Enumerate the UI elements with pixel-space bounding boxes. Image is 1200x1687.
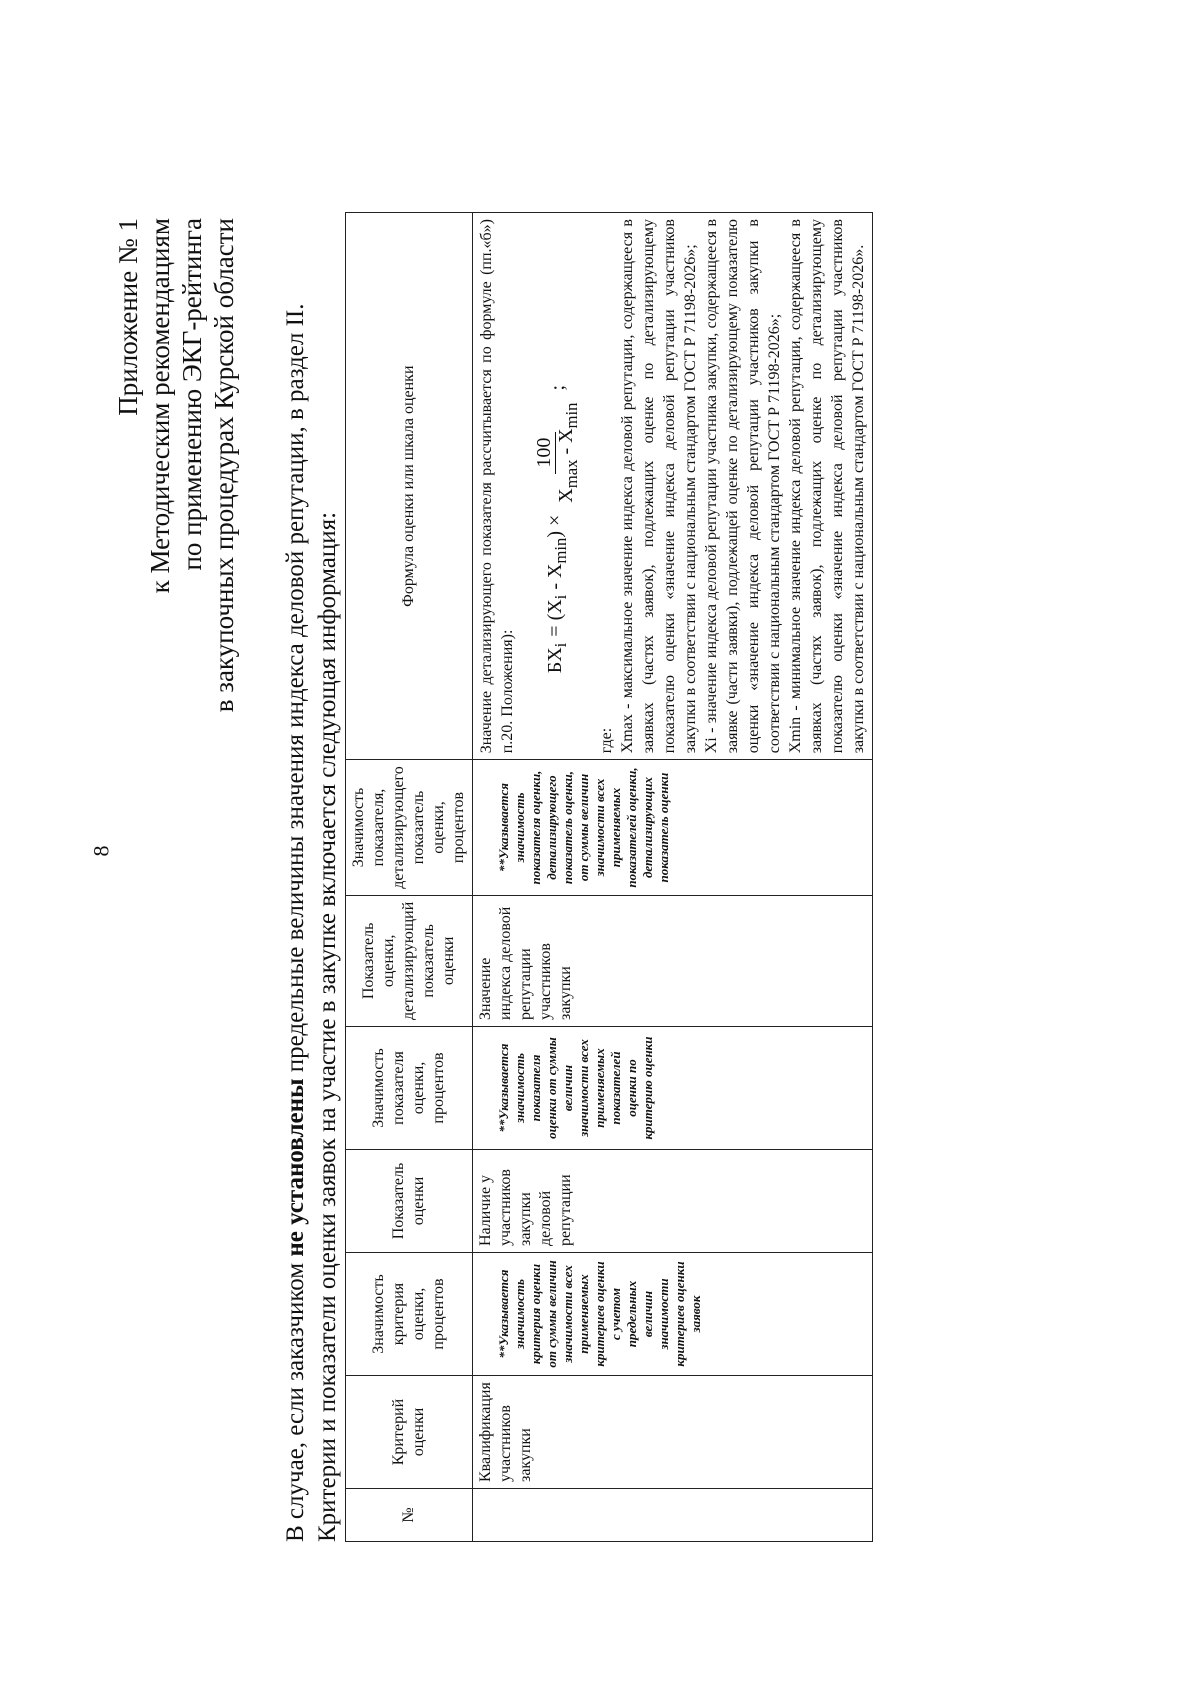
appendix-header xyxy=(112,218,240,712)
header-detail-weight: Значимость показателя, детализирующего показатель оценки, процентов xyxy=(346,760,473,895)
cell-number xyxy=(473,1489,873,1542)
legend-xi: Xi - значение индекса деловой репутации участника закупки, содержащееся в заявке (части заявки), подлежащей оценке по детализирующему показателю оценки «значение индекса деловой репутации участников закупки в соответствии с национальным стандартом ГОСТ Р 71198-2026»; xyxy=(703,219,783,754)
appendix-line-2: к Методическим рекомендациям xyxy=(145,218,175,594)
intro-bold: не установлены xyxy=(282,1078,309,1257)
appendix-title: Приложение № 1 xyxy=(113,218,143,416)
formula-denominator: $X_{max} - X_{min}$ xyxy=(555,402,581,503)
cell-criterion: Квалификация участников закупки xyxy=(473,1376,873,1489)
legend-xmin: Xmin - минимальное значение индекса деловой репутации, содержащееся в заявках (частях заявок), подлежащих оценке по детализирующему показателю оценки «значение индекса деловой репутации участников закупки в соответствии с национальным стандартом ГОСТ Р 71198-2026». xyxy=(787,219,867,754)
intro-part-2: предельные величины значения индекса деловой репутации, в раздел II. Критерии и показатели оценки заявок на участие в закупке включается следующая информация: xyxy=(282,303,341,1542)
header-formula: Формула оценки или шкала оценки xyxy=(346,213,473,760)
intro-part-1: В случае, если заказчиком xyxy=(282,1256,309,1542)
formula-end: ; xyxy=(546,384,569,391)
formula-body: = $(X_i - X_{min})$ × xyxy=(544,514,570,637)
legend-xmax: Xmax - максимальное значение индекса деловой репутации, содержащееся в заявках (частях заявок), подлежащих оценке по детализирующему показателю оценки «значение индекса деловой репутации участников закупки в соответствии с национальным стандартом ГОСТ Р 71198-2026»; xyxy=(619,219,699,754)
formula-fraction xyxy=(534,397,582,509)
indicator-weight-note: **Указывается значимость показателя оценки от суммы величин значимости всех применяемых показателей оценки по критерию оценки xyxy=(496,1036,655,1140)
appendix-line-4: в закупочных процедурах Курской области xyxy=(209,218,239,713)
criterion-weight-note: **Указывается значимость критерия оценки от суммы величин значимости всех применяемых критериев оценки с учетом предельных величин значимости критериев оценки заявок xyxy=(496,1260,703,1368)
table-header-row xyxy=(346,213,473,1542)
cell-indicator: Наличие у участников закупки деловой репутации xyxy=(473,1150,873,1253)
cell-criterion-weight xyxy=(473,1253,873,1376)
appendix-line-3: по применению ЭКГ-рейтинга xyxy=(177,218,207,571)
header-number: № xyxy=(346,1489,473,1542)
header-detail-indicator: Показатель оценки, детализирующий показатель оценки xyxy=(346,895,473,1026)
cell-formula xyxy=(473,213,873,760)
header-criterion: Критерий оценки xyxy=(346,1376,473,1489)
rotated-sheet xyxy=(0,100,1200,1687)
header-criterion-weight: Значимость критерия оценки, процентов xyxy=(346,1253,473,1376)
intro-paragraph xyxy=(280,222,344,1542)
criteria-table xyxy=(345,212,873,1542)
table-row xyxy=(473,213,873,1542)
header-indicator-weight: Значимость показателя оценки, процентов xyxy=(346,1027,473,1150)
cell-indicator-weight xyxy=(473,1027,873,1150)
formula-intro: Значение детализирующего показателя рассчитывается по формуле (пп.«б») п.20. Положения): xyxy=(478,219,516,754)
formula-lhs: $БX_i$ xyxy=(544,642,570,674)
header-indicator: Показатель оценки xyxy=(346,1150,473,1253)
formula-where: где: xyxy=(598,727,615,754)
detail-weight-note: **Указывается значимость показателя оценки, детализирующего показатель оценки, от суммы величин значимости всех применяемых показателей оценки, детализирующих показатель оценки xyxy=(496,767,671,888)
formula-expression xyxy=(534,219,582,673)
formula-numerator: 100 xyxy=(534,432,556,474)
cell-detail-indicator: Значение индекса деловой репутации участников закупки xyxy=(473,895,873,1026)
page-number: 8 xyxy=(88,845,114,857)
cell-detail-weight xyxy=(473,760,873,895)
